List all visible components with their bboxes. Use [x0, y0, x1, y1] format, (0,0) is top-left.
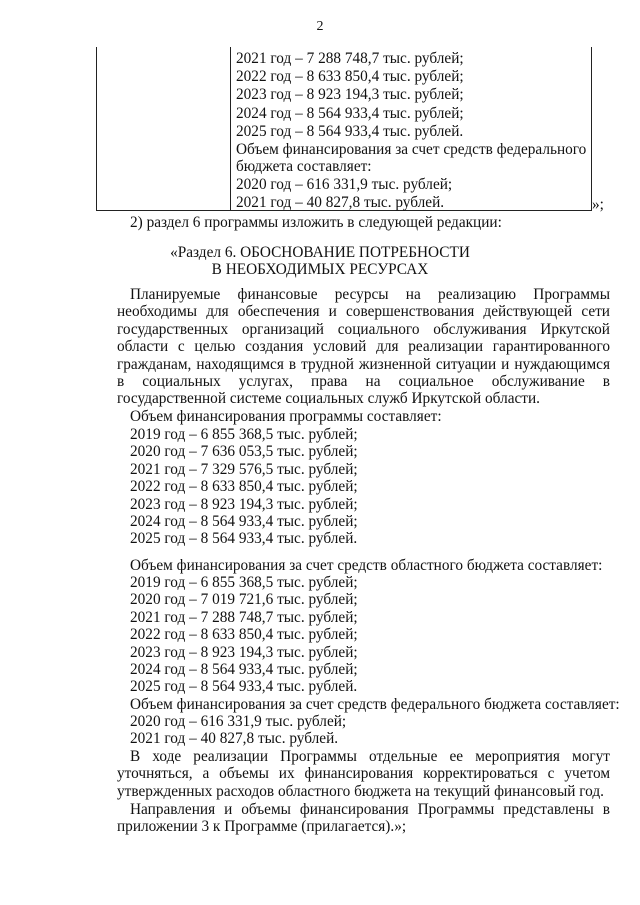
paragraph-planned-resources [117, 286, 610, 408]
list-item: 2019 год – 6 855 368,5 тыс. рублей; [130, 426, 358, 443]
page-number: 2 [316, 19, 324, 34]
paragraph-text: В ходе реализации Программы отдельные ее мероприятия могут уточняться, а объемы их финансирования корректироваться с учетом утвержденных расходов областного бюджета на текущий финансовый год. [117, 748, 610, 800]
list-item: 2025 год – 8 564 933,4 тыс. рублей. [130, 530, 358, 548]
funding-table-fragment [96, 47, 592, 211]
table-column-divider [230, 47, 231, 210]
table-line: 2025 год – 8 564 933,4 тыс. рублей. [236, 122, 464, 140]
list-item: 2023 год – 8 923 194,3 тыс. рублей; [130, 643, 358, 661]
list-item: 2021 год – 7 329 576,5 тыс. рублей; [130, 460, 358, 478]
table-line: 2021 год – 40 827,8 тыс. рублей. [236, 193, 445, 211]
table-line: 2021 год – 7 288 748,7 тыс. рублей; [236, 50, 464, 67]
list-item: 2020 год – 7 636 053,5 тыс. рублей; [130, 443, 358, 461]
section-title-line-1: «Раздел 6. ОБОСНОВАНИЕ ПОТРЕБНОСТИ [170, 244, 470, 261]
paragraph-text: Планируемые финансовые ресурсы на реализацию Программы необходимы для обеспечения и совершенствования действующей сети государственных организаций социального обслуживания Иркутской области с целью создания условий для реализации гарантированного гражданам, находящимся в трудной жизненной ситуации и нуждающимся в социальных услугах, права на социальное обслуживание в государственной системе социальных служб Иркутской области. [117, 286, 610, 408]
regional-funding-list [130, 574, 358, 696]
section-title-line-2: В НЕОБХОДИМЫХ РЕСУРСАХ [211, 261, 429, 278]
list-item: 2021 год – 40 827,8 тыс. рублей. [130, 730, 339, 748]
table-line: 2022 год – 8 633 850,4 тыс. рублей; [236, 68, 464, 86]
list-item: 2022 год – 8 633 850,4 тыс. рублей; [130, 478, 358, 496]
table-cell-funding [236, 50, 588, 212]
paragraph-text: Направления и объемы финансирования Программы представлены в приложении 3 к Программе (прилагается).»; [117, 801, 610, 836]
list-item: 2023 год – 8 923 194,3 тыс. рублей; [130, 495, 358, 513]
list-item: 2024 год – 8 564 933,4 тыс. рублей; [130, 512, 358, 530]
table-line: 2020 год – 616 331,9 тыс. рублей; [236, 175, 453, 193]
paragraph-directions [117, 801, 610, 836]
table-line: 2024 год – 8 564 933,4 тыс. рублей; [236, 104, 464, 122]
paragraph-course-of-implementation [117, 748, 610, 800]
table-closing-quote: »; [592, 196, 604, 213]
table-line: 2023 год – 8 923 194,3 тыс. рублей; [236, 86, 464, 104]
list-item: 2020 год – 7 019 721,6 тыс. рублей; [130, 591, 358, 609]
list-item: 2022 год – 8 633 850,4 тыс. рублей; [130, 626, 358, 644]
list-item: 2020 год – 616 331,9 тыс. рублей; [130, 713, 347, 730]
list-item: 2019 год – 6 855 368,5 тыс. рублей; [130, 574, 358, 591]
total-funding-list [130, 426, 358, 548]
list-item: 2024 год – 8 564 933,4 тыс. рублей; [130, 660, 358, 678]
federal-funding-header: Объем финансирования за счет средств федерального бюджета составляет: [130, 696, 620, 713]
regional-funding-header: Объем финансирования за счет средств областного бюджета составляет: [130, 557, 603, 574]
list-item: 2021 год – 7 288 748,7 тыс. рублей; [130, 608, 358, 626]
table-line-federal-header: Объем финансирования за счет средств федерального бюджета составляет: [236, 140, 587, 176]
total-funding-header: Объем финансирования программы составляет: [130, 408, 442, 425]
list-item: 2025 год – 8 564 933,4 тыс. рублей. [130, 678, 358, 696]
federal-funding-list [130, 713, 346, 748]
amendment-item-2: 2) раздел 6 программы изложить в следующей редакции: [130, 214, 502, 231]
